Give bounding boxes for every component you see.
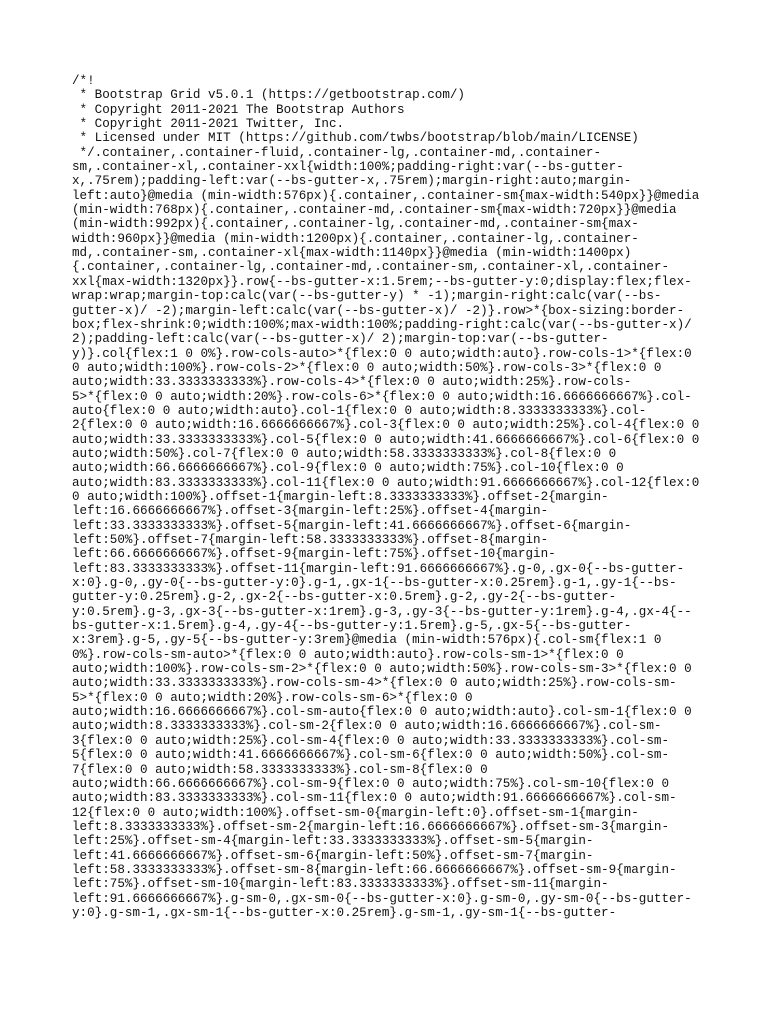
code-line: * Bootstrap Grid v5.0.1 (https://getbootstrap.com/) <box>72 88 465 103</box>
code-line: auto;width:66.6666666667%}.col-9{flex:0 0 auto;width:75%}.col-10{flex:0 0 <box>72 461 624 476</box>
code-line: left:8.3333333333%}.offset-sm-2{margin-left:16.6666666667%}.offset-sm-3{margin- <box>72 819 670 834</box>
code-line: y:0.5rem}.g-3,.gx-3{--bs-gutter-x:1rem}.g-3,.gy-3{--bs-gutter-y:1rem}.g-4,.gx-4{-- <box>72 604 692 619</box>
code-line: gutter-x)/ -2);margin-left:calc(var(--bs-gutter-x)/ -2)}.row>*{box-sizing:border- <box>72 303 685 318</box>
code-line: left:58.3333333333%}.offset-sm-8{margin-left:66.6666666667%}.offset-sm-9{margin- <box>72 862 677 877</box>
code-line: {.container,.container-lg,.container-md,.container-sm,.container-xl,.container- <box>72 260 670 275</box>
code-line: 3{flex:0 0 auto;width:25%}.col-sm-4{flex:0 0 auto;width:33.3333333333%}.col-sm- <box>72 733 670 748</box>
code-line: 0 auto;width:100%}.row-cols-2>*{flex:0 0 auto;width:50%}.row-cols-3>*{flex:0 0 <box>72 360 662 375</box>
code-line: left:41.6666666667%}.offset-sm-6{margin-left:50%}.offset-sm-7{margin- <box>72 848 594 863</box>
code-line: left:33.3333333333%}.offset-5{margin-left:41.6666666667%}.offset-6{margin- <box>72 518 632 533</box>
code-line: 5{flex:0 0 auto;width:41.6666666667%}.col-sm-6{flex:0 0 auto;width:50%}.col-sm- <box>72 748 670 763</box>
code-line: bs-gutter-x:1.5rem}.g-4,.gy-4{--bs-gutter-y:1.5rem}.g-5,.gx-5{--bs-gutter- <box>72 619 632 634</box>
code-line: (min-width:768px){.container,.container-md,.container-sm{max-width:720px}}@media <box>72 203 677 218</box>
code-line: left:91.6666666667%}.g-sm-0,.gx-sm-0{--bs-gutter-x:0}.g-sm-0,.gy-sm-0{--bs-gutter- <box>72 891 692 906</box>
code-line: md,.container-sm,.container-xl{max-width:1140px}}@media (min-width:1400px) <box>72 246 632 261</box>
code-line: 7{flex:0 0 auto;width:58.3333333333%}.col-sm-8{flex:0 0 <box>72 762 488 777</box>
code-line: gutter-y:0.25rem}.g-2,.gx-2{--bs-gutter-x:0.5rem}.g-2,.gy-2{--bs-gutter- <box>72 590 617 605</box>
code-line: auto;width:83.3333333333%}.col-11{flex:0 0 auto;width:91.6666666667%}.col-12{flex:0 <box>72 475 700 490</box>
code-line: 2);padding-left:calc(var(--bs-gutter-x)/ 2);margin-top:var(--bs-gutter- <box>72 332 609 347</box>
code-line: 5>*{flex:0 0 auto;width:20%}.row-cols-sm-6>*{flex:0 0 <box>72 690 473 705</box>
code-line: auto;width:66.6666666667%}.col-sm-9{flex:0 0 auto;width:75%}.col-sm-10{flex:0 0 <box>72 776 670 791</box>
code-line: left:25%}.offset-sm-4{margin-left:33.3333333333%}.offset-sm-5{margin- <box>72 834 594 849</box>
code-line: 5>*{flex:0 0 auto;width:20%}.row-cols-6>*{flex:0 0 auto;width:16.6666666667%}.col- <box>72 389 692 404</box>
code-line: left:66.6666666667%}.offset-9{margin-left:75%}.offset-10{margin- <box>72 547 556 562</box>
code-line: 0 auto;width:100%}.offset-1{margin-left:8.3333333333%}.offset-2{margin- <box>72 489 609 504</box>
code-line: left:50%}.offset-7{margin-left:58.3333333333%}.offset-8{margin- <box>72 533 549 547</box>
code-line: * Copyright 2011-2021 Twitter, Inc. <box>72 117 345 132</box>
code-line: xxl{max-width:1320px}}.row{--bs-gutter-x:1.5rem;--bs-gutter-y:0;display:flex;flex- <box>72 274 692 289</box>
code-line: /*! <box>72 74 95 88</box>
code-line: auto{flex:0 0 auto;width:auto}.col-1{flex:0 0 auto;width:8.3333333333%}.col- <box>72 403 647 418</box>
code-line: auto;width:100%}.row-cols-sm-2>*{flex:0 0 auto;width:50%}.row-cols-sm-3>*{flex:0 0 <box>72 662 692 677</box>
code-line: * Copyright 2011-2021 The Bootstrap Authors <box>72 102 405 117</box>
code-line: x:0}.g-0,.gy-0{--bs-gutter-y:0}.g-1,.gx-1{--bs-gutter-x:0.25rem}.g-1,.gy-1{--bs- <box>72 576 677 591</box>
document-page <box>72 74 712 920</box>
code-line: x,.75rem);padding-left:var(--bs-gutter-x,.75rem);margin-right:auto;margin- <box>72 174 632 189</box>
code-line: auto;width:50%}.col-7{flex:0 0 auto;width:58.3333333333%}.col-8{flex:0 0 <box>72 446 617 461</box>
code-line: auto;width:33.3333333333%}.col-5{flex:0 0 auto;width:41.6666666667%}.col-6{flex:0 0 <box>72 432 700 447</box>
code-line: left:75%}.offset-sm-10{margin-left:83.3333333333%}.offset-sm-11{margin- <box>72 877 609 892</box>
code-line: auto;width:8.3333333333%}.col-sm-2{flex:0 0 auto;width:16.6666666667%}.col-sm- <box>72 719 662 734</box>
code-line: box;flex-shrink:0;width:100%;max-width:100%;padding-right:calc(var(--bs-gutter-x)/ <box>72 317 692 332</box>
code-line: y)}.col{flex:1 0 0%}.row-cols-auto>*{flex:0 0 auto;width:auto}.row-cols-1>*{flex:0 <box>72 346 692 361</box>
code-line: left:auto}@media (min-width:576px){.container,.container-sm{max-width:540px}}@media <box>72 188 700 203</box>
code-line: (min-width:992px){.container,.container-lg,.container-md,.container-sm{max- <box>72 217 639 232</box>
code-line: y:0}.g-sm-1,.gx-sm-1{--bs-gutter-x:0.25rem}.g-sm-1,.gy-sm-1{--bs-gutter- <box>72 905 617 920</box>
code-line: wrap:wrap;margin-top:calc(var(--bs-gutter-y) * -1);margin-right:calc(var(--bs- <box>72 289 662 304</box>
code-line: sm,.container-xl,.container-xxl{width:100%;padding-right:var(--bs-gutter- <box>72 160 624 175</box>
code-line: 0%}.row-cols-sm-auto>*{flex:0 0 auto;width:auto}.row-cols-sm-1>*{flex:0 0 <box>72 647 624 662</box>
code-line: auto;width:16.6666666667%}.col-sm-auto{flex:0 0 auto;width:auto}.col-sm-1{flex:0 0 <box>72 705 692 720</box>
code-line: * Licensed under MIT (https://github.com/twbs/bootstrap/blob/main/LICENSE) <box>72 131 639 146</box>
code-line: auto;width:33.3333333333%}.row-cols-sm-4>*{flex:0 0 auto;width:25%}.row-cols-sm- <box>72 676 677 691</box>
code-line: 12{flex:0 0 auto;width:100%}.offset-sm-0{margin-left:0}.offset-sm-1{margin- <box>72 805 639 820</box>
code-line: left:83.3333333333%}.offset-11{margin-left:91.6666666667%}.g-0,.gx-0{--bs-gutter- <box>72 561 685 576</box>
code-line: auto;width:33.3333333333%}.row-cols-4>*{flex:0 0 auto;width:25%}.row-cols- <box>72 375 632 390</box>
code-line: */.container,.container-fluid,.container-lg,.container-md,.container- <box>72 145 602 160</box>
css-source-text <box>72 74 712 920</box>
code-line: width:960px}}@media (min-width:1200px){.container,.container-lg,.container- <box>72 231 639 246</box>
code-line: auto;width:83.3333333333%}.col-sm-11{flex:0 0 auto;width:91.6666666667%}.col-sm- <box>72 791 677 806</box>
code-line: left:16.6666666667%}.offset-3{margin-left:25%}.offset-4{margin- <box>72 504 549 519</box>
code-line: x:3rem}.g-5,.gy-5{--bs-gutter-y:3rem}@media (min-width:576px){.col-sm{flex:1 0 <box>72 633 662 648</box>
code-line: 2{flex:0 0 auto;width:16.6666666667%}.col-3{flex:0 0 auto;width:25%}.col-4{flex:0 0 <box>72 418 700 433</box>
